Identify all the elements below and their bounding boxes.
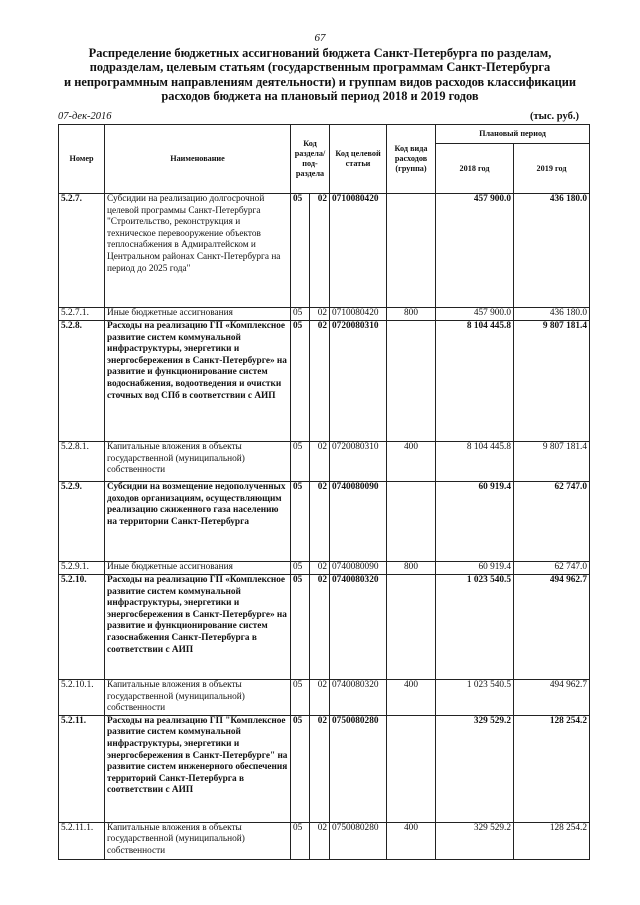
- row-expense-type-code: [387, 321, 436, 442]
- row-amount-2019: 436 180.0: [514, 308, 590, 321]
- row-article-code: 0750080280: [330, 822, 387, 859]
- row-number: 5.2.10.: [59, 575, 105, 680]
- row-expense-type-code: [387, 575, 436, 680]
- header-section-code: Код раздела/ под- раздела: [291, 125, 330, 194]
- row-section-code: 05: [291, 562, 310, 575]
- row-expense-type-code: 400: [387, 680, 436, 716]
- row-expense-type-code: 400: [387, 442, 436, 482]
- row-amount-2019: 494 962.7: [514, 575, 590, 680]
- table-row: [59, 822, 590, 859]
- row-name: Субсидии на возмещение недополученных доходов организациям, осуществляющим реализацию сжиженного газа населению на территории Санкт-Петербурга: [105, 482, 291, 562]
- budget-table: [58, 124, 590, 860]
- row-amount-2019: 128 254.2: [514, 822, 590, 859]
- row-subsection-code: 02: [310, 575, 330, 680]
- row-section-code: 05: [291, 575, 310, 680]
- row-amount-2019: 494 962.7: [514, 680, 590, 716]
- row-amount-2019: 9 807 181.4: [514, 442, 590, 482]
- row-amount-2019: 9 807 181.4: [514, 321, 590, 442]
- row-amount-2018: 60 919.4: [436, 482, 514, 562]
- row-subsection-code: 02: [310, 715, 330, 822]
- row-amount-2018: 329 529.2: [436, 822, 514, 859]
- row-section-code: 05: [291, 321, 310, 442]
- row-name: Иные бюджетные ассигнования: [105, 562, 291, 575]
- row-section-code: 05: [291, 680, 310, 716]
- row-article-code: 0750080280: [330, 715, 387, 822]
- row-name: Капитальные вложения в объекты государственной (муниципальной) собственности: [105, 442, 291, 482]
- units-label: (тыс. руб.): [530, 111, 579, 122]
- row-expense-type-code: 400: [387, 822, 436, 859]
- row-amount-2019: 436 180.0: [514, 194, 590, 308]
- row-number: 5.2.9.1.: [59, 562, 105, 575]
- row-article-code: 0740080090: [330, 562, 387, 575]
- row-name: Субсидии на реализацию долгосрочной целевой программы Санкт-Петербурга "Строительство, реконструкция и техническое перевооружение объектов теплоснабжения в Адмиралтейском и Центральном районах Санкт-Петербурга на период до 2025 года": [105, 194, 291, 308]
- table-row: [59, 194, 590, 308]
- row-amount-2018: 329 529.2: [436, 715, 514, 822]
- row-amount-2018: 8 104 445.8: [436, 321, 514, 442]
- table-row: [59, 321, 590, 442]
- table-row: [59, 482, 590, 562]
- row-name: Расходы на реализацию ГП "Комплексное развитие систем коммунальной инфраструктуры, энергетики и энергосбережения в Санкт-Петербурге" на развитие систем инженерного обеспечения территорий Санкт-Петербурга в соответствии с АИП: [105, 715, 291, 822]
- header-planned-period: Плановый период: [436, 125, 590, 144]
- row-amount-2018: 1 023 540.5: [436, 680, 514, 716]
- header-year-2019: 2019 год: [514, 144, 590, 194]
- document-title: [40, 46, 600, 103]
- title-line: и непрограммным направлениям деятельности) и группам видов расходов классификации: [64, 74, 576, 89]
- row-number: 5.2.7.: [59, 194, 105, 308]
- row-subsection-code: 02: [310, 822, 330, 859]
- row-section-code: 05: [291, 308, 310, 321]
- row-article-code: 0710080420: [330, 308, 387, 321]
- row-expense-type-code: 800: [387, 562, 436, 575]
- title-line: подразделам, целевым статьям (государственным программам Санкт-Петербурга: [89, 60, 551, 75]
- row-amount-2018: 457 900.0: [436, 308, 514, 321]
- row-number: 5.2.10.1.: [59, 680, 105, 716]
- title-line: Распределение бюджетных ассигнований бюджета Санкт-Петербурга по разделам,: [88, 46, 552, 60]
- row-number: 5.2.8.: [59, 321, 105, 442]
- row-name: Капитальные вложения в объекты государственной (муниципальной) собственности: [105, 680, 291, 716]
- row-section-code: 05: [291, 822, 310, 859]
- page-number: 67: [314, 32, 326, 44]
- header-article-code: Код целевой статьи: [330, 125, 387, 194]
- row-amount-2018: 1 023 540.5: [436, 575, 514, 680]
- row-number: 5.2.11.1.: [59, 822, 105, 859]
- row-expense-type-code: [387, 715, 436, 822]
- row-subsection-code: 02: [310, 482, 330, 562]
- header-name: Наименование: [105, 125, 291, 194]
- table-body: [59, 194, 590, 860]
- row-article-code: 0740080320: [330, 680, 387, 716]
- row-subsection-code: 02: [310, 442, 330, 482]
- row-number: 5.2.11.: [59, 715, 105, 822]
- row-section-code: 05: [291, 482, 310, 562]
- header-year-2018: 2018 год: [436, 144, 514, 194]
- row-name: Капитальные вложения в объекты государственной (муниципальной) собственности: [105, 822, 291, 859]
- row-article-code: 0740080320: [330, 575, 387, 680]
- row-amount-2019: 128 254.2: [514, 715, 590, 822]
- row-amount-2018: 8 104 445.8: [436, 442, 514, 482]
- title-line: расходов бюджета на плановый период 2018 и 2019 годов: [161, 88, 479, 103]
- row-subsection-code: 02: [310, 194, 330, 308]
- row-expense-type-code: [387, 194, 436, 308]
- header-expense-type-code: Код вида расходов (группа): [387, 125, 436, 194]
- row-expense-type-code: [387, 482, 436, 562]
- row-number: 5.2.7.1.: [59, 308, 105, 321]
- row-number: 5.2.8.1.: [59, 442, 105, 482]
- row-section-code: 05: [291, 194, 310, 308]
- row-amount-2018: 457 900.0: [436, 194, 514, 308]
- document-date: 07-дек-2016: [58, 111, 112, 122]
- row-amount-2018: 60 919.4: [436, 562, 514, 575]
- row-article-code: 0720080310: [330, 442, 387, 482]
- table-row: [59, 715, 590, 822]
- table-row: [59, 680, 590, 716]
- row-section-code: 05: [291, 715, 310, 822]
- row-number: 5.2.9.: [59, 482, 105, 562]
- table-row: [59, 308, 590, 321]
- row-expense-type-code: 800: [387, 308, 436, 321]
- row-article-code: 0710080420: [330, 194, 387, 308]
- table-row: [59, 442, 590, 482]
- header-number: Номер: [59, 125, 105, 194]
- row-name: Расходы на реализацию ГП «Комплексное развитие систем коммунальной инфраструктуры, энергетики и энергосбережения в Санкт-Петербурге» на развитие и функционирование систем газоснабжения Санкт-Петербурга в соответствии с АИП: [105, 575, 291, 680]
- row-amount-2019: 62 747.0: [514, 562, 590, 575]
- row-section-code: 05: [291, 442, 310, 482]
- row-subsection-code: 02: [310, 680, 330, 716]
- row-name: Иные бюджетные ассигнования: [105, 308, 291, 321]
- table-row: [59, 562, 590, 575]
- row-article-code: 0720080310: [330, 321, 387, 442]
- row-subsection-code: 02: [310, 321, 330, 442]
- row-amount-2019: 62 747.0: [514, 482, 590, 562]
- row-name: Расходы на реализацию ГП «Комплексное развитие систем коммунальной инфраструктуры, энергетики и энергосбережения в Санкт-Петербурге» на развитие и функционирование систем водоснабжения, водоотведения и очистки сточных вод СПб в соответствии с АИП: [105, 321, 291, 442]
- row-article-code: 0740080090: [330, 482, 387, 562]
- row-subsection-code: 02: [310, 308, 330, 321]
- table-row: [59, 575, 590, 680]
- row-subsection-code: 02: [310, 562, 330, 575]
